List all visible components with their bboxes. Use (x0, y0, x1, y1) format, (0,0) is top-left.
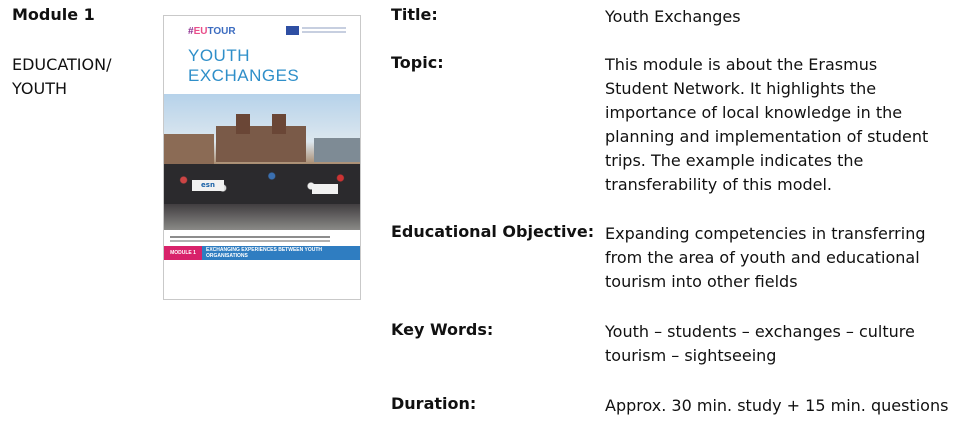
esn-banner-right (312, 184, 338, 194)
module-title: Module 1 (12, 5, 95, 24)
cover-brand-logo (188, 26, 236, 37)
building-left (164, 134, 214, 164)
cover-brand-eu: EU (193, 26, 208, 37)
building-right (314, 138, 360, 162)
module-category: EDUCATION/ YOUTH (12, 55, 112, 98)
cover-title-line1: YOUTH (188, 46, 250, 65)
topic-label: Topic: (391, 53, 444, 72)
module-cover-image (163, 15, 361, 300)
objective-value: Expanding competencies in transferring from the area of youth and educational tourism into other fields (605, 224, 926, 291)
keywords-value: Youth – students – exchanges – culture tourism – sightseeing (605, 322, 915, 365)
cover-photo (164, 94, 360, 230)
duration-value: Approx. 30 min. study + 15 min. questions (605, 396, 949, 415)
cover-module-band (164, 246, 360, 260)
cover-brand-tour: TOUR (207, 26, 236, 37)
cover-title-line2: EXCHANGES (188, 66, 300, 85)
cover-brand-hash: # (188, 26, 194, 37)
title-label: Title: (391, 5, 438, 24)
keywords-label: Key Words: (391, 320, 494, 339)
cover-caption (170, 236, 330, 238)
duration-label: Duration: (391, 394, 477, 413)
museum-tower-left (236, 114, 250, 134)
title-value: Youth Exchanges (605, 7, 741, 26)
museum-tower-right (272, 114, 286, 134)
topic-value: This module is about the Erasmus Student Network. It highlights the importance of local knowledge in the planning and implementation of student trips. The example indicates the transferability of this model. (605, 55, 929, 194)
cover-module-subtitle: EXCHANGING EXPERIENCES BETWEEN YOUTH ORGANISATIONS (206, 247, 323, 259)
esn-banner: esn (192, 180, 224, 191)
eu-flag-icon (286, 26, 299, 35)
objective-label: Educational Objective: (391, 222, 595, 241)
museum-building (216, 126, 306, 162)
cover-title (188, 46, 299, 86)
cover-module-tag: MODULE 1 (164, 246, 202, 260)
cover-funding-note (302, 27, 346, 29)
